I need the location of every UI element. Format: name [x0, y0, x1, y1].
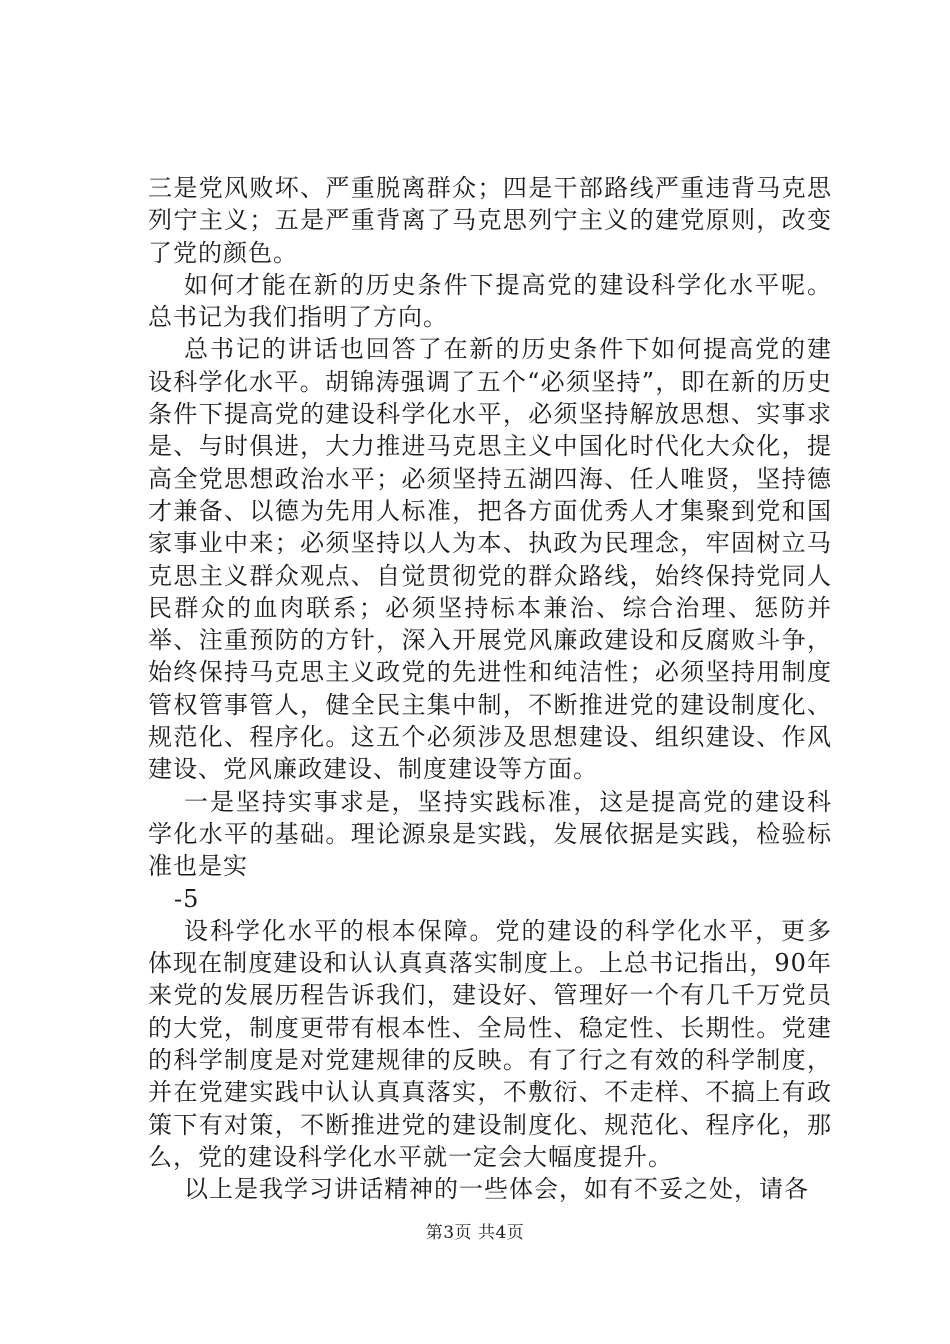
- paragraph-3: 总书记的讲话也回答了在新的历史条件下如何提高党的建设科学化水平。胡锦涛强调了五个“必须坚持”，即在新的历史条件下提高党的建设科学化水平，必须坚持解放思想、实事求是、与时俱进，大力推进马克思主义中国化时代化大众化，提高全党思想政治水平；必须坚持五湖四海、任人唯贤，坚持德才兼备、以德为先用人标准，把各方面优秀人才集聚到党和国家事业中来；必须坚持以人为本、执政为民理念，牢固树立马克思主义群众观点、自觉贯彻党的群众路线，始终保持党同人民群众的血肉联系；必须坚持标本兼治、综合治理、惩防并举、注重预防的方针，深入开展党风廉政建设和反腐败斗争，始终保持马克思主义政党的先进性和纯洁性；必须坚持用制度管权管事管人，健全民主集中制，不断推进党的建设制度化、规范化、程序化。这五个必须涉及思想建设、组织建设、作风建设、党风廉政建设、制度建设等方面。: [148, 335, 832, 784]
- document-body: [148, 172, 832, 1206]
- paragraph-4: 一是坚持实事求是，坚持实践标准，这是提高党的建设科学化水平的基础。理论源泉是实践，发展依据是实践，检验标准也是实: [148, 787, 832, 881]
- paragraph-6: 以上是我学习讲话精神的一些体会，如有不妥之处，请各: [184, 1175, 809, 1204]
- paragraph-2: 如何才能在新的历史条件下提高党的建设科学化水平呢。总书记为我们指明了方向。: [148, 270, 832, 332]
- page-marker: -5: [174, 884, 200, 913]
- paragraph-1: 三是党风败坏、严重脱离群众；四是干部路线严重违背马克思列宁主义；五是严重背离了马克思列宁主义的建党原则，改变了党的颜色。: [148, 174, 832, 267]
- page-footer: 第3页 共4页: [425, 1223, 525, 1243]
- paragraph-5: 设科学化水平的根本保障。党的建设的科学化水平，更多体现在制度建设和认认真真落实制度上。上总书记指出，90年来党的发展历程告诉我们，建设好、管理好一个有几千万党员的大党，制度更带有根本性、全局性、稳定性、长期性。党建的科学制度是对党建规律的反映。有了行之有效的科学制度，并在党建实践中认认真真落实，不敷衍、不走样、不搞上有政策下有对策，不断推进党的建设制度化、规范化、程序化，那么，党的建设科学化水平就一定会大幅度提升。: [148, 916, 832, 1171]
